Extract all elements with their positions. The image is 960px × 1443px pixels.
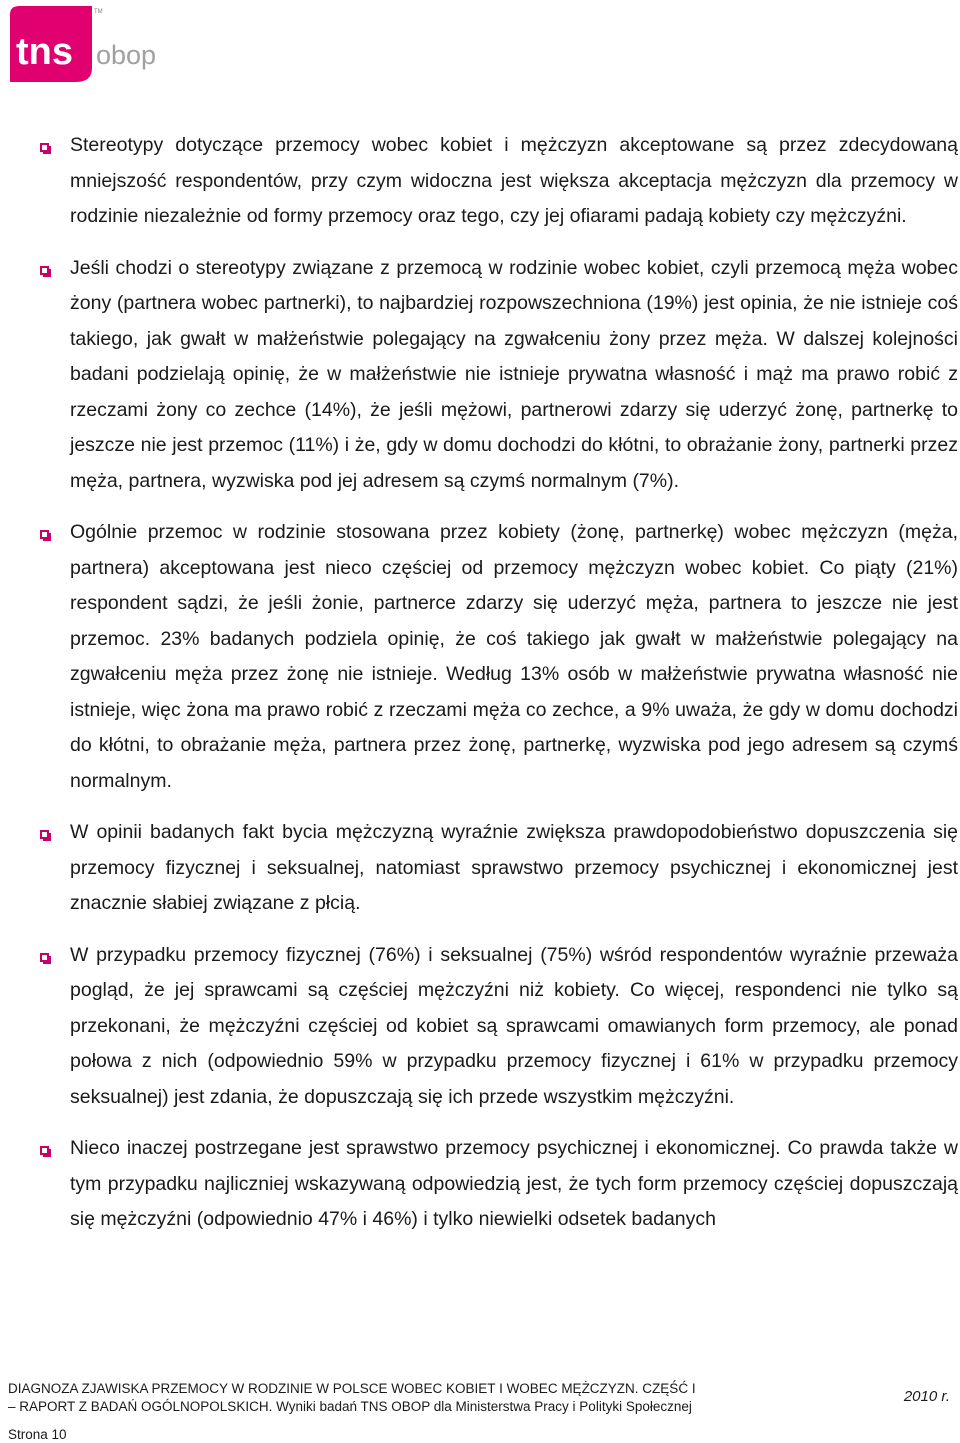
- checkbox-bullet-icon: [40, 830, 49, 839]
- checkbox-bullet-icon: [40, 266, 49, 275]
- tns-obop-logo: [6, 4, 156, 84]
- checkbox-bullet-icon: [40, 530, 49, 539]
- bullet-text: W przypadku przemocy fizycznej (76%) i seksualnej (75%) wśród respondentów wyraźnie przeważa pogląd, że jej sprawcami są częściej mężczyźni niż kobiety. Co więcej, respondenci nie tylko są przekonani, że mężczyźni częściej od kobiet są sprawcami omawianych form przemocy, ale ponad połowa z nich (odpowiednio 59% w przypadku przemocy fizycznej i 61% w przypadku przemocy seksualnej) jest zdania, że dopuszczają się ich przede wszystkim mężczyźni.: [70, 943, 958, 1108]
- checkbox-bullet-icon: [40, 143, 49, 152]
- main-content: [40, 128, 958, 1254]
- bullet-item: [40, 815, 958, 922]
- bullet-text: Nieco inaczej postrzegane jest sprawstwo przemocy psychicznej i ekonomicznej. Co prawda także w tym przypadku najliczniej wskazywaną odpowiedzią jest, że tych form przemocy częściej dopuszczają się mężczyźni (odpowiednio 47% i 46%) i tylko niewielki odsetek badanych: [70, 1137, 958, 1230]
- bullet-item: [40, 128, 958, 235]
- checkbox-bullet-icon: [40, 1146, 49, 1155]
- page-number: Strona 10: [8, 1427, 67, 1442]
- bullet-text: Jeśli chodzi o stereotypy związane z przemocą w rodzinie wobec kobiet, czyli przemocą męża wobec żony (partnera wobec partnerki), to najbardziej rozpowszechniona (19%) jest opinia, że nie istnieje coś takiego, jak gwałt w małżeństwie polegający na zgwałceniu żony przez męża. W dalszej kolejności badani podzielają opinię, że w małżeństwie nie istnieje prywatna własność i mąż ma prawo robić z rzeczami żony co zechce (14%), że jeśli mężowi, partnerowi zdarzy się uderzyć żonę, partnerkę to jeszcze nie jest przemoc (11%) i że, gdy w domu dochodzi do kłótni, to obrażanie żony, partnerki przez męża, partnera, wyzwiska pod jej adresem są czymś normalnym (7%).: [70, 256, 958, 492]
- footer-report-subtitle: – RAPORT Z BADAŃ OGÓLNOPOLSKICH. Wyniki badań TNS OBOP dla Ministerstwa Pracy i Polityki Społecznej: [8, 1399, 692, 1414]
- logo-tns-text: tns: [16, 31, 73, 73]
- bullet-text: W opinii badanych fakt bycia mężczyzną wyraźnie zwiększa prawdopodobieństwo dopuszczenia się przemocy fizycznej i seksualnej, natomiast sprawstwo przemocy psychicznej i ekonomicznej jest znacznie słabiej związane z płcią.: [70, 821, 958, 914]
- bullet-item: [40, 1131, 958, 1238]
- tns-logo-mark: [6, 4, 156, 84]
- logo-tm-text: TM: [94, 9, 103, 15]
- bullet-item: [40, 515, 958, 799]
- bullet-item: [40, 938, 958, 1116]
- footer-year: 2010 r.: [903, 1388, 950, 1405]
- bullet-item: [40, 251, 958, 500]
- bullet-text: Ogólnie przemoc w rodzinie stosowana przez kobiety (żonę, partnerkę) wobec mężczyzn (męża, partnera) akceptowana jest nieco częściej od przemocy mężczyzn wobec kobiet. Co piąty (21%) respondent sądzi, że jeśli żonie, partnerce zdarzy się uderzyć męża, partnera to jeszcze nie jest przemoc. 23% badanych podziela opinię, że coś takiego jak gwałt w małżeństwie polegający na zgwałceniu męża przez żonę nie istnieje. Według 13% osób w małżeństwie prywatna własność nie istnieje, więc żona ma prawo robić z rzeczami męża co zechce, a 9% uważa, że gdy w domu dochodzi do kłótni, to obrażanie męża, partnera przez żonę, partnerkę, wyzwiska pod jego adresem są czymś normalnym.: [70, 521, 958, 792]
- bullet-text: Stereotypy dotyczące przemocy wobec kobiet i mężczyzn akceptowane są przez zdecydowaną mniejszość respondentów, przy czym widoczna jest większa akceptacja mężczyzn dla przemocy w rodzinie niezależnie od formy przemocy oraz tego, czy jej ofiarami padają kobiety czy mężczyźni.: [70, 134, 958, 227]
- checkbox-bullet-icon: [40, 953, 49, 962]
- footer-report-title: DIAGNOZA ZJAWISKA PRZEMOCY W RODZINIE W POLSCE WOBEC KOBIET I WOBEC MĘŻCZYZN. CZĘŚĆ I: [8, 1381, 696, 1396]
- logo-obop-text: obop: [96, 40, 156, 70]
